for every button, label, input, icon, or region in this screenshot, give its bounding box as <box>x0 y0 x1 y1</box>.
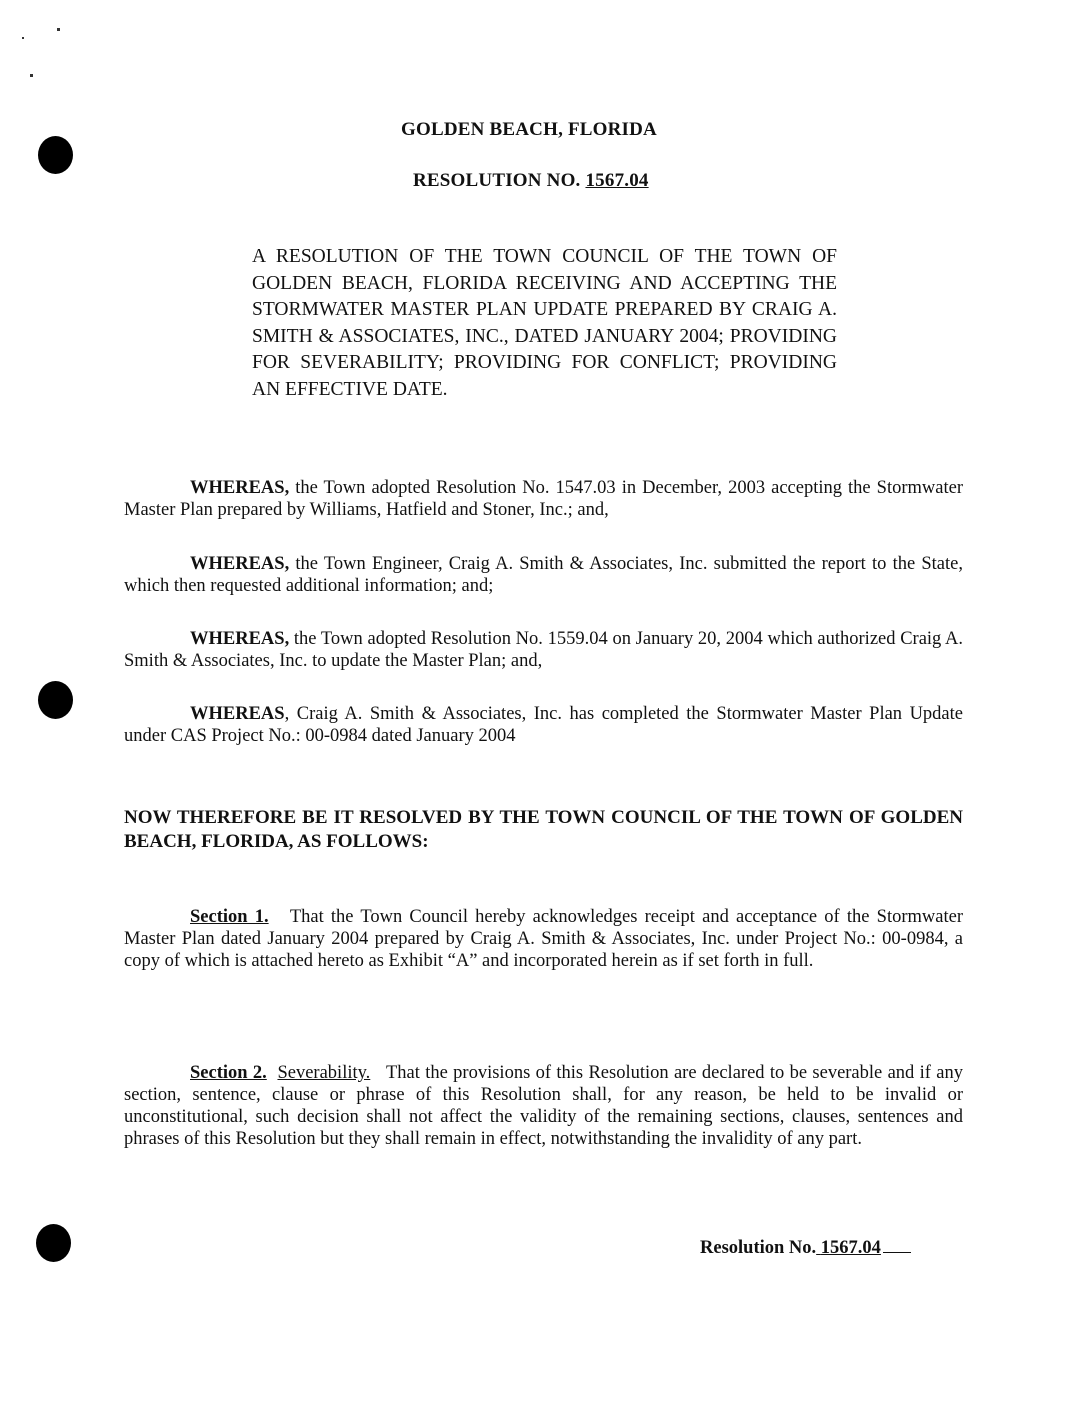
whereas-text: the Town Engineer, Craig A. Smith & Associates, Inc. submitted the report to the State, which then requested additional information; and; <box>124 554 963 596</box>
section-heading: Section 1. <box>190 907 269 927</box>
footer-number <box>816 1238 881 1258</box>
punch-hole-middle <box>38 681 73 719</box>
whereas-text: the Town adopted Resolution No. 1559.04 on January 20, 2004 which authorized Craig A. Smith & Associates, Inc. to update the Master Plan; and, <box>124 629 963 671</box>
scan-speck <box>22 37 24 39</box>
section-subheading: Severability. <box>277 1063 371 1083</box>
whereas-lead: WHEREAS, <box>190 478 290 498</box>
scan-speck <box>30 74 33 77</box>
footer-blank-line <box>883 1238 911 1253</box>
section-1 <box>124 906 963 972</box>
punch-hole-bottom <box>36 1224 71 1262</box>
resolution-number: 1567.04 <box>585 170 649 191</box>
section-heading: Section 2. <box>190 1063 267 1083</box>
whereas-clause <box>124 477 963 521</box>
whereas-clause <box>124 703 963 747</box>
whereas-clause <box>124 553 963 597</box>
whereas-clause <box>124 628 963 672</box>
whereas-lead: WHEREAS, <box>190 554 290 574</box>
footer-number-value: 1567.04 <box>820 1238 881 1258</box>
section-text: That the Town Council hereby acknowledges receipt and acceptance of the Stormwater Master Plan dated January 2004 prepared by Craig A. Smith & Associates, Inc. under Project No.: 00-0984, a copy of which is attached hereto as Exhibit “A” and incorporated herein as if set forth in full. <box>124 907 963 971</box>
scan-speck <box>57 28 60 31</box>
resolved-clause: NOW THEREFORE BE IT RESOLVED BY THE TOWN COUNCIL OF THE TOWN OF GOLDEN BEACH, FLORIDA, AS FOLLOWS: <box>124 807 963 852</box>
whereas-text: , Craig A. Smith & Associates, Inc. has completed the Stormwater Master Plan Update under CAS Project No.: 00-0984 dated January 2004 <box>124 704 963 746</box>
town-heading: GOLDEN BEACH, FLORIDA <box>401 119 657 140</box>
whereas-lead: WHEREAS, <box>190 629 290 649</box>
resolution-caption: A RESOLUTION OF THE TOWN COUNCIL OF THE TOWN OF GOLDEN BEACH, FLORIDA RECEIVING AND ACCEPTING THE STORMWATER MASTER PLAN UPDATE PREPARED BY CRAIG A. SMITH & ASSOCIATES, INC., DATED JANUARY 2004; PROVIDING FOR SEVERABILITY; PROVIDING FOR CONFLICT; PROVIDING AN EFFECTIVE DATE. <box>252 246 837 400</box>
footer-resolution-number <box>700 1238 911 1259</box>
section-2 <box>124 1062 963 1150</box>
whereas-text: the Town adopted Resolution No. 1547.03 in December, 2003 accepting the Stormwater Master Plan prepared by Williams, Hatfield and Stoner, Inc.; and, <box>124 478 963 520</box>
whereas-lead: WHEREAS <box>190 704 285 724</box>
footer-label: Resolution No. <box>700 1238 817 1258</box>
resolution-label: RESOLUTION NO. <box>413 170 581 191</box>
section-text: That the provisions of this Resolution are declared to be severable and if any section, sentence, clause or phrase of this Resolution shall, for any reason, be held to be invalid or unconstitutional, such decision shall not affect the validity of the remaining sections, clauses, sentences and phrases of this Resolution but they shall remain in effect, notwithstanding the invalidity of any part. <box>124 1063 963 1149</box>
punch-hole-top <box>38 136 73 174</box>
resolution-heading <box>413 170 649 192</box>
